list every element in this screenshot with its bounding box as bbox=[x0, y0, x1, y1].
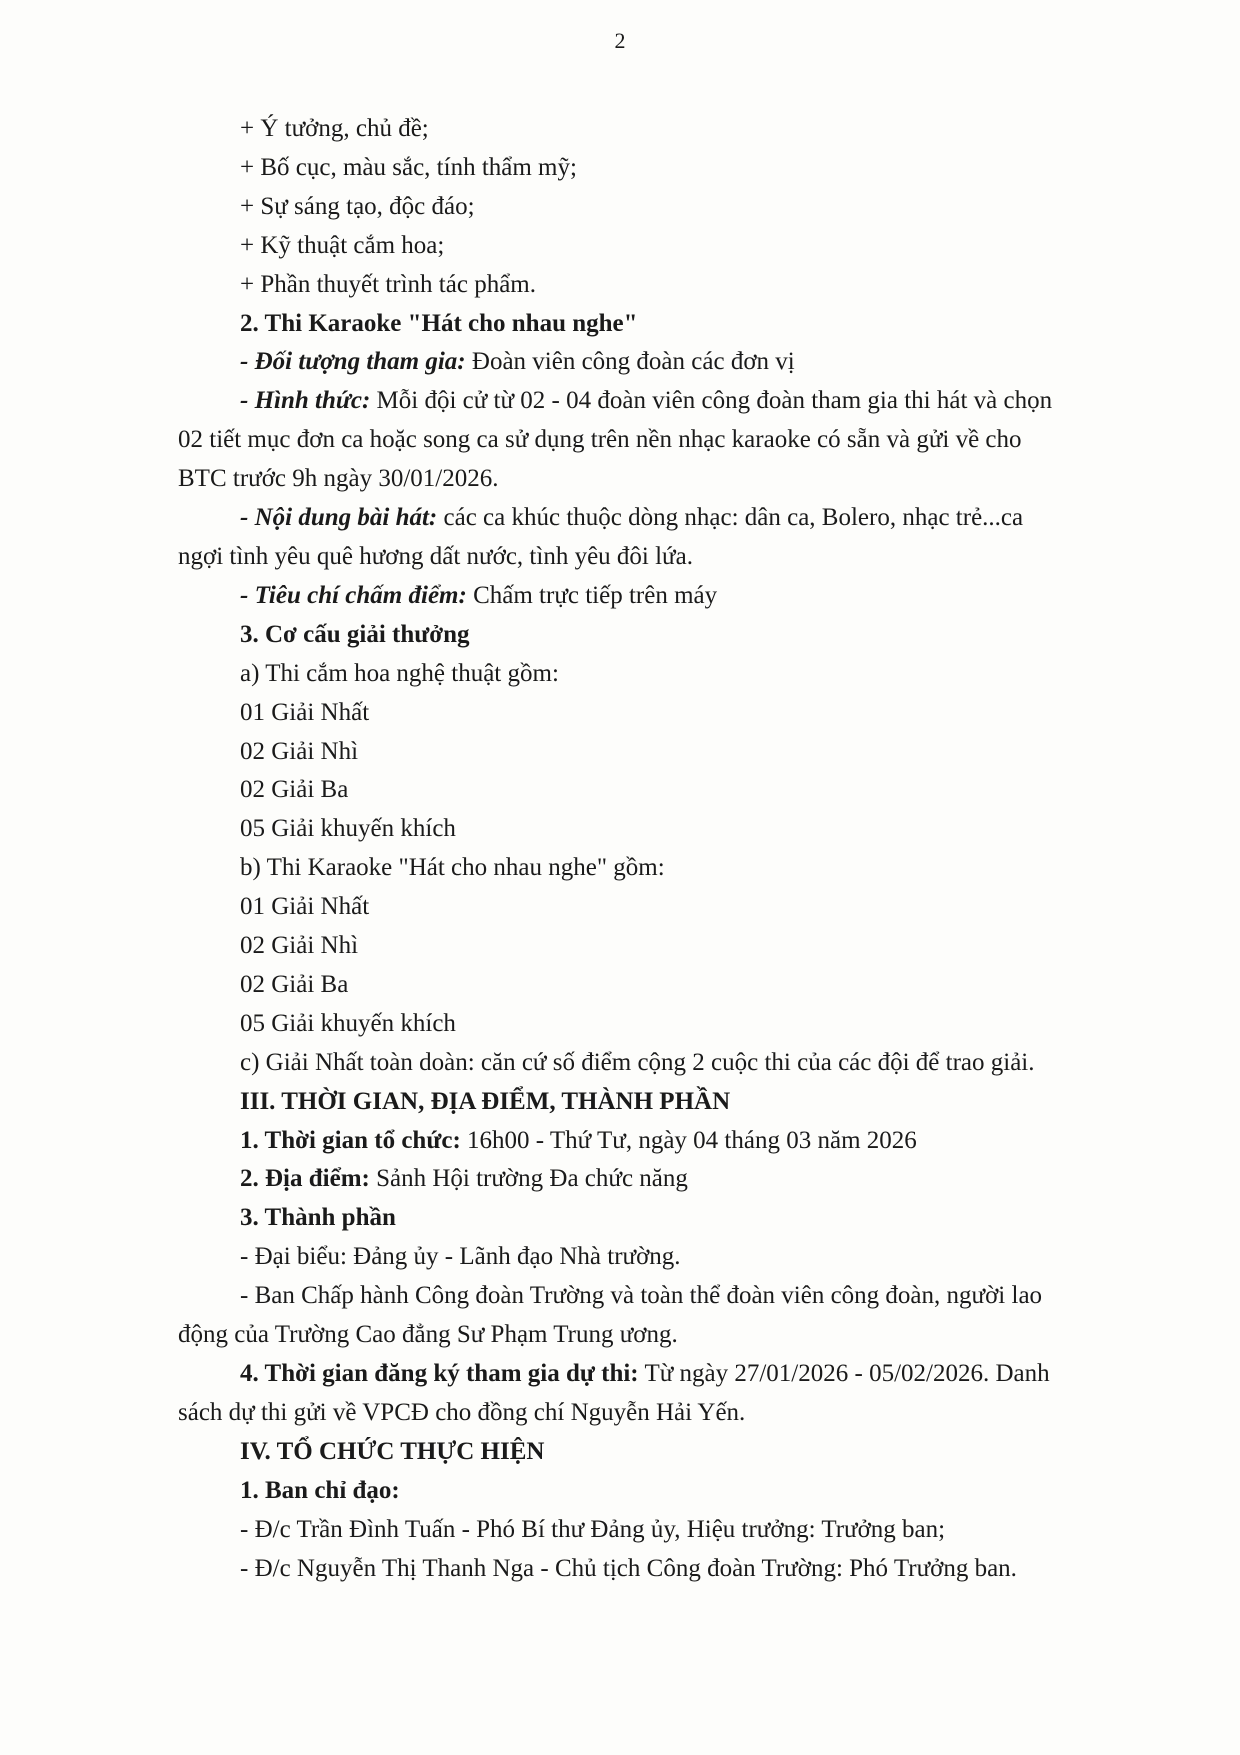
prize-item: 02 Giải Nhì bbox=[240, 737, 359, 765]
prizes-b-title: b) Thi Karaoke "Hát cho nhau nghe" gồm: bbox=[240, 854, 665, 882]
karaoke-content bbox=[178, 499, 1104, 538]
document-body bbox=[178, 110, 1104, 1588]
committee-line-cont: động của Trường Cao đẳng Sư Phạm Trung ương. bbox=[178, 1321, 678, 1349]
prize-item: 02 Giải Nhì bbox=[240, 932, 359, 960]
board-item: - Đ/c Trần Đình Tuấn - Phó Bí thư Đảng ủy, Hiệu trưởng: Trưởng ban; bbox=[240, 1515, 946, 1543]
karaoke-participants bbox=[178, 343, 1104, 382]
criteria-item: + Phần thuyết trình tác phẩm. bbox=[240, 270, 536, 298]
scoring-text: Chấm trực tiếp trên máy bbox=[466, 581, 718, 609]
registration-text: Từ ngày 27/01/2026 - 05/02/2026. Danh bbox=[638, 1360, 1050, 1387]
place-line bbox=[178, 1160, 1104, 1199]
karaoke-content-cont: ngợi tình yêu quê hương dất nước, tình yêu đôi lứa. bbox=[178, 542, 693, 570]
participants-label: - Đối tượng tham gia: bbox=[240, 348, 466, 376]
criteria-item: + Sự sáng tạo, độc đáo; bbox=[240, 192, 475, 220]
criteria-item: + Kỹ thuật cắm hoa; bbox=[240, 231, 445, 259]
form-label: - Hình thức: bbox=[240, 387, 371, 415]
prize-item: 02 Giải Ba bbox=[240, 776, 349, 804]
prize-item: 05 Giải khuyến khích bbox=[240, 1009, 456, 1037]
section3-heading: III. THỜI GIAN, ĐỊA ĐIỂM, THÀNH PHẦN bbox=[240, 1087, 731, 1115]
prizes-heading: 3. Cơ cấu giải thưởng bbox=[240, 620, 470, 648]
committee-line: - Ban Chấp hành Công đoàn Trường và toàn thể đoàn viên công đoàn, người lao bbox=[240, 1282, 1043, 1310]
karaoke-form-cont: 02 tiết mục đơn ca hoặc song ca sử dụng trên nền nhạc karaoke có sẵn và gửi về cho bbox=[178, 426, 1022, 454]
prize-item: 02 Giải Ba bbox=[240, 970, 349, 998]
board-item: - Đ/c Nguyễn Thị Thanh Nga - Chủ tịch Công đoàn Trường: Phó Trưởng ban. bbox=[240, 1554, 1017, 1582]
karaoke-heading: 2. Thi Karaoke "Hát cho nhau nghe" bbox=[240, 309, 638, 337]
time-text: 16h00 - Thứ Tư, ngày 04 tháng 03 năm 2026 bbox=[460, 1126, 917, 1154]
prize-item: 05 Giải khuyến khích bbox=[240, 815, 456, 843]
registration-line-cont: sách dự thi gửi về VPCĐ cho đồng chí Nguyễn Hải Yến. bbox=[178, 1398, 746, 1426]
members-heading: 3. Thành phần bbox=[240, 1204, 396, 1232]
board-heading: 1. Ban chỉ đạo: bbox=[240, 1476, 400, 1504]
prize-item: 01 Giải Nhất bbox=[240, 698, 370, 726]
section4-heading: IV. TỔ CHỨC THỰC HIỆN bbox=[240, 1437, 545, 1465]
page-number: 2 bbox=[614, 28, 626, 53]
content-label: - Nội dung bài hát: bbox=[240, 504, 438, 532]
criteria-item: + Ý tưởng, chủ đề; bbox=[240, 115, 429, 142]
time-label: 1. Thời gian tổ chức: bbox=[240, 1126, 461, 1154]
participants-text: Đoàn viên công đoàn các đơn vị bbox=[465, 348, 795, 376]
prizes-c-text: c) Giải Nhất toàn doàn: căn cứ số điểm cộng 2 cuộc thi của các đội để trao giải. bbox=[240, 1048, 1035, 1076]
registration-label: 4. Thời gian đăng ký tham gia dự thi: bbox=[240, 1360, 639, 1387]
karaoke-form-cont: BTC trước 9h ngày 30/01/2026. bbox=[178, 465, 499, 493]
karaoke-scoring bbox=[178, 577, 1104, 616]
time-line bbox=[178, 1122, 1104, 1161]
prizes-a-title: a) Thi cắm hoa nghệ thuật gồm: bbox=[240, 659, 559, 687]
form-text: Mỗi đội cử từ 02 - 04 đoàn viên công đoàn tham gia thi hát và chọn bbox=[370, 387, 1053, 415]
place-label: 2. Địa điểm: bbox=[240, 1165, 370, 1193]
prize-item: 01 Giải Nhất bbox=[240, 893, 370, 921]
place-text: Sảnh Hội trường Đa chức năng bbox=[369, 1165, 688, 1193]
registration-line bbox=[178, 1355, 1104, 1394]
criteria-item: + Bố cục, màu sắc, tính thẩm mỹ; bbox=[240, 153, 577, 181]
content-text: các ca khúc thuộc dòng nhạc: dân ca, Bolero, nhạc trẻ...ca bbox=[437, 504, 1024, 532]
delegates-line: - Đại biểu: Đảng ủy - Lãnh đạo Nhà trường. bbox=[240, 1243, 681, 1271]
scoring-label: - Tiêu chí chấm điểm: bbox=[240, 581, 467, 609]
karaoke-form bbox=[178, 382, 1104, 421]
